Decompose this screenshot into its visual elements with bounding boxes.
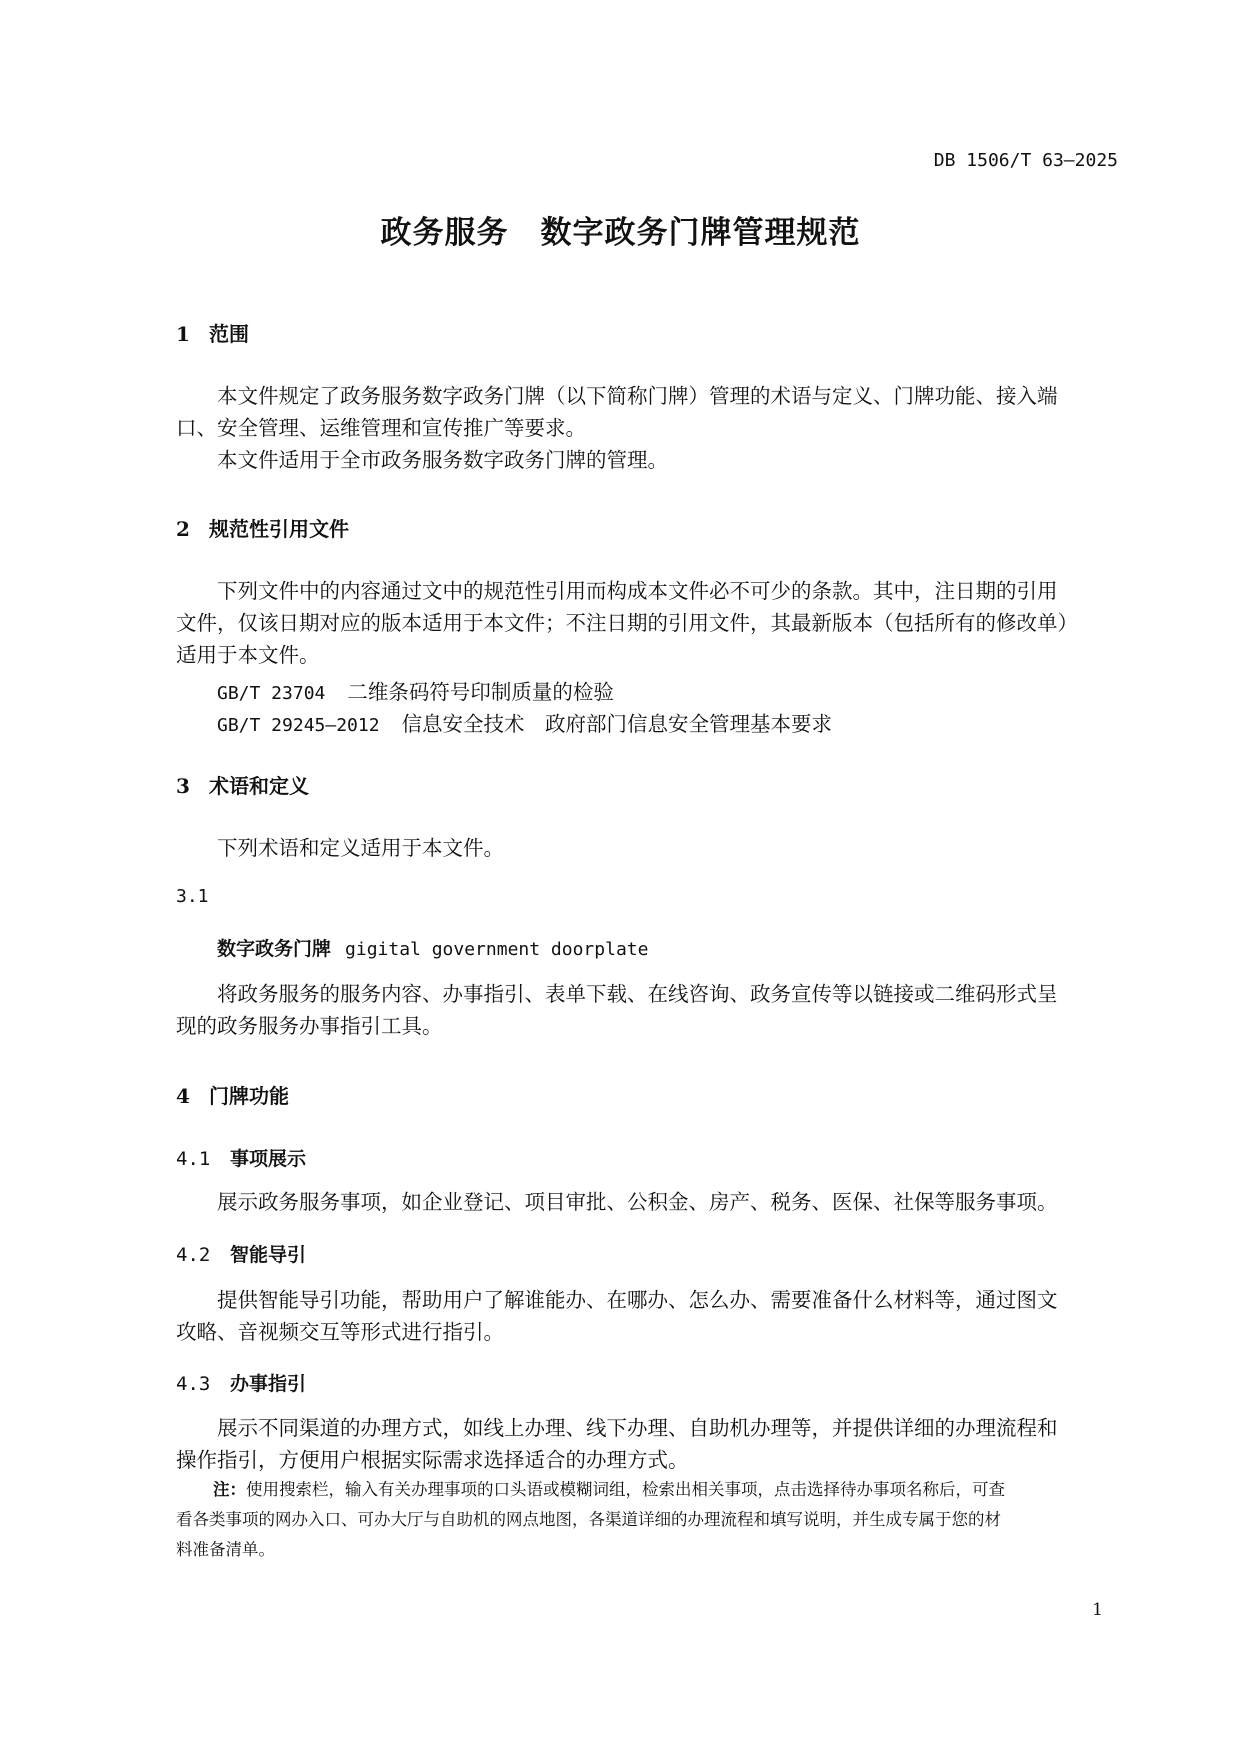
section-1-paragraph (176, 380, 1116, 476)
term-entry (217, 934, 648, 961)
note-label: 注： (213, 1480, 246, 1499)
section-4-2-heading (176, 1240, 306, 1267)
text-line: 展示政务服务事项，如企业登记、项目审批、公积金、房产、税务、医保、社保等服务事项。 (217, 1190, 1058, 1214)
section-title: 术语和定义 (209, 774, 309, 798)
section-2-paragraph (176, 575, 1116, 671)
section-4-1-paragraph (176, 1186, 1116, 1218)
term-english: gigital government doorplate (345, 939, 649, 960)
section-title: 事项展示 (230, 1148, 307, 1170)
text-line: 本文件适用于全市政务服务数字政务门牌的管理。 (217, 448, 668, 472)
section-title: 门牌功能 (209, 1084, 289, 1108)
text-line: 文件，仅该日期对应的版本适用于本文件；不注日期的引用文件，其最新版本（包括所有的修改单） (176, 611, 1078, 635)
section-number: 4 (176, 1084, 190, 1108)
text-line: 下列文件中的内容通过文中的规范性引用而构成本文件必不可少的条款。其中，注日期的引用 (217, 579, 1058, 603)
section-4-heading (176, 1080, 289, 1109)
text-line: 操作指引，方便用户根据实际需求选择适合的办理方式。 (176, 1448, 689, 1472)
section-title: 办事指引 (230, 1373, 307, 1395)
section-title: 智能导引 (230, 1244, 307, 1266)
section-3-heading (176, 770, 309, 799)
reference-title: 信息安全技术 政府部门信息安全管理基本要求 (401, 712, 833, 736)
section-number: 2 (176, 517, 190, 541)
text-line: 将政务服务的服务内容、办事指引、表单下载、在线咨询、政务宣传等以链接或二维码形式呈 (217, 982, 1058, 1006)
term-number: 3.1 (176, 886, 209, 907)
term-chinese: 数字政务门牌 (217, 938, 332, 960)
normative-reference (217, 675, 614, 705)
text-line: 展示不同渠道的办理方式，如线上办理、线下办理、自助机办理等，并提供详细的办理流程和 (217, 1416, 1058, 1440)
text-line: 适用于本文件。 (176, 643, 320, 667)
note (176, 1475, 1116, 1565)
text-line: 下列术语和定义适用于本文件。 (217, 836, 504, 860)
section-2-heading (176, 513, 349, 542)
section-1-heading (176, 318, 249, 347)
reference-code: GB/T 29245—2012 (217, 715, 380, 736)
term-definition (176, 978, 1116, 1042)
section-number: 4.3 (176, 1373, 211, 1395)
text-line: 口、安全管理、运维管理和宣传推广等要求。 (176, 416, 586, 440)
text-line: 看各类事项的网办入口、可办大厅与自助机的网点地图，各渠道详细的办理流程和填写说明，并生成专属于您的材 (176, 1510, 1001, 1529)
reference-code: GB/T 23704 (217, 683, 326, 704)
text-line: 攻略、音视频交互等形式进行指引。 (176, 1320, 504, 1344)
section-3-paragraph (176, 832, 1116, 864)
section-number: 1 (176, 322, 190, 346)
section-4-3-heading (176, 1369, 306, 1396)
page-number: 1 (1092, 1600, 1103, 1620)
text-line: 现的政务服务办事指引工具。 (176, 1014, 443, 1038)
section-number: 4.1 (176, 1148, 211, 1170)
section-title: 规范性引用文件 (209, 517, 349, 541)
text-line: 提供智能导引功能，帮助用户了解谁能办、在哪办、怎么办、需要准备什么材料等，通过图文 (217, 1288, 1058, 1312)
text-line: 料准备清单。 (176, 1540, 275, 1559)
text-line: 本文件规定了政务服务数字政务门牌（以下简称门牌）管理的术语与定义、门牌功能、接入端 (217, 384, 1058, 408)
section-number: 4.2 (176, 1244, 211, 1266)
normative-reference (217, 707, 832, 737)
page-title: 政务服务 数字政务门牌管理规范 (380, 215, 861, 251)
section-4-1-heading (176, 1144, 306, 1171)
section-number: 3 (176, 774, 190, 798)
standard-code: DB 1506/T 63—2025 (933, 150, 1118, 171)
section-4-2-paragraph (176, 1284, 1116, 1348)
reference-title: 二维条码符号印制质量的检验 (347, 680, 614, 704)
section-title: 范围 (209, 322, 249, 346)
section-4-3-paragraph (176, 1412, 1116, 1476)
text-line: 使用搜索栏，输入有关办理事项的口头语或模糊词组，检索出相关事项，点击选择待办事项名称后，可查 (246, 1480, 1005, 1499)
